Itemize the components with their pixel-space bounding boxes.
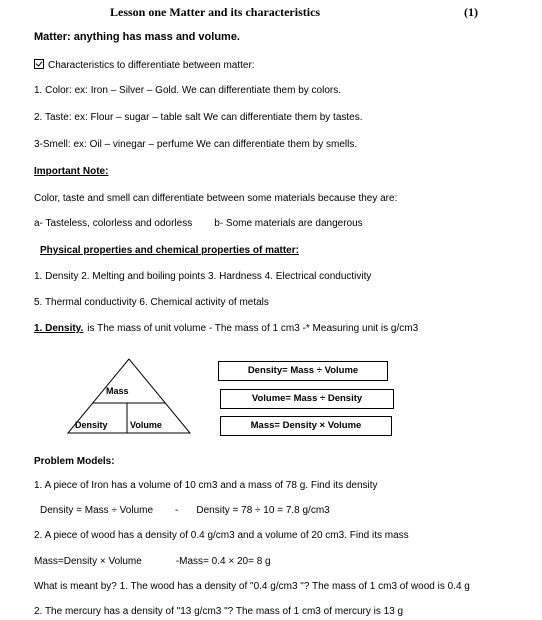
problem-1-solution-right: Density = 78 ÷ 10 = 7.8 g/cm3 [196,505,330,516]
characteristic-taste: 2. Taste: ex: Flour – sugar – table salt We can differentiate them by tastes. [34,112,363,123]
lesson-title: Lesson one Matter and its characteristics [110,5,321,19]
meaning-question-1: What is meant by? 1. The wood has a density of "0.4 g/cm3 "? The mass of 1 cm3 of wood is 0.4 g [34,581,470,592]
problem-2-solution-right: -Mass= 0.4 × 20= 8 g [175,556,271,567]
problem-1: 1. A piece of Iron has a volume of 10 cm3 and a mass of 78 g. Find its density [34,480,378,491]
problem-2-solution-left: Mass=Density × Volume [34,556,142,567]
important-note-text: Color, taste and smell can differentiate between some materials because they are: [34,193,398,204]
characteristics-heading-row [34,59,255,71]
density-label: 1. Density. [34,323,84,334]
problem-1-solution [40,505,330,516]
problem-2-solution [34,556,271,567]
density-text: is The mass of unit volume - The mass of 1 cm3 -* Measuring unit is g/cm3 [87,323,419,334]
properties-line-1: 1. Density 2. Melting and boiling points 3. Hardness 4. Electrical conductivity [34,271,372,282]
characteristic-smell: 3-Smell: ex: Oil – vinegar – perfume We can differentiate them by smells. [34,139,358,150]
problem-2: 2. A piece of wood has a density of 0.4 g/cm3 and a volume of 20 cm3. Find its mass [34,530,409,541]
important-note-heading: Important Note: [34,166,109,177]
problem-1-dash: - [175,505,179,516]
triangle-density-label: Density [75,420,108,430]
matter-definition: Matter: anything has mass and volume. [34,31,240,43]
formula-mass: Mass= Density × Volume [220,416,392,436]
properties-line-2: 5. Thermal conductivity 6. Chemical activity of metals [34,297,269,308]
meaning-question-2: 2. The mercury has a density of "13 g/cm3 "? The mass of 1 cm3 of mercury is 13 g [34,606,404,617]
characteristic-color: 1. Color: ex: Iron – Silver – Gold. We can differentiate them by colors. [34,85,341,96]
page-number: (1) [464,5,478,19]
checkbox-icon [34,59,44,69]
problem-models-heading: Problem Models: [34,456,115,467]
triangle-volume-label: Volume [130,420,162,430]
reason-a: a- Tasteless, colorless and odorless [34,218,193,229]
reason-b: b- Some materials are dangerous [214,218,363,229]
formula-density: Density= Mass ÷ Volume [218,361,388,381]
problem-1-solution-left: Density = Mass ÷ Volume [40,505,154,516]
characteristics-heading: Characteristics to differentiate between matter: [48,60,255,71]
note-reasons [34,218,363,229]
density-definition [34,323,418,334]
formula-volume: Volume= Mass ÷ Density [220,389,394,409]
properties-heading: Physical properties and chemical properties of matter: [40,245,299,256]
triangle-mass-label: Mass [106,386,129,396]
